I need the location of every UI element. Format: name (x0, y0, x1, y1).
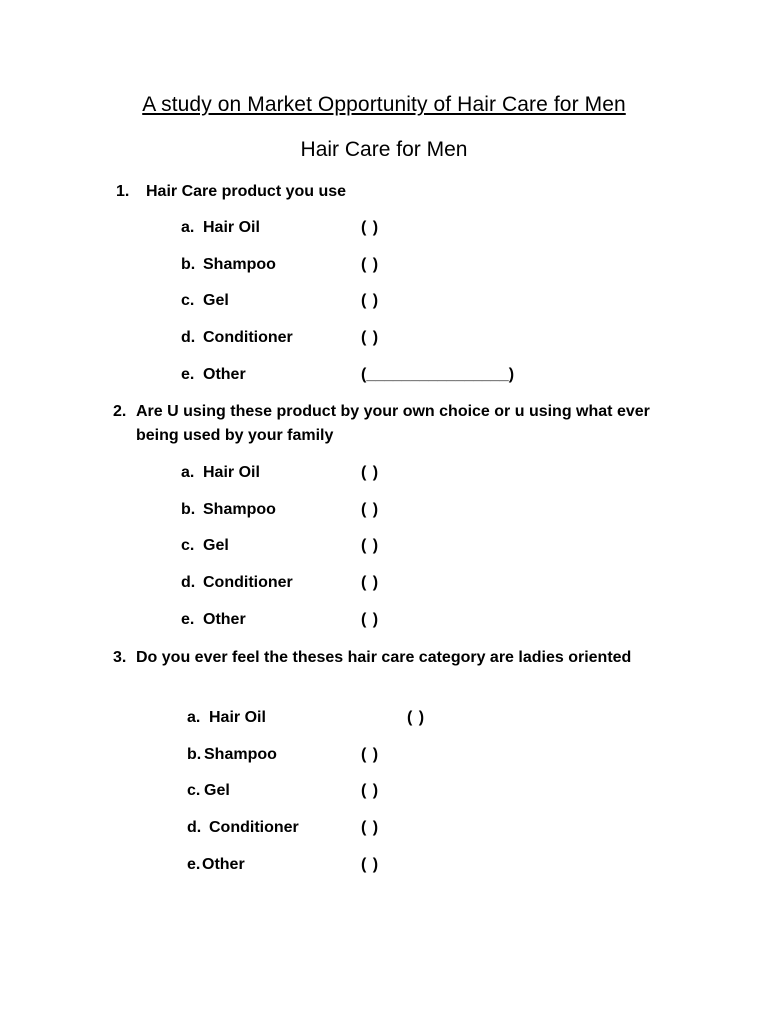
option-label: e. (181, 611, 195, 628)
answer-box[interactable]: ( ) (361, 819, 380, 836)
option-row (181, 500, 561, 520)
option-text: Gel (203, 537, 229, 554)
question-text: Are U using these product by your own choice or u using what ever being used by your family (136, 403, 650, 444)
question-text: Do you ever feel the theses hair care category are ladies oriented (136, 649, 632, 666)
answer-box[interactable]: ( ) (361, 464, 380, 481)
answer-box[interactable]: ( ) (361, 856, 380, 873)
question-number: 2. (113, 403, 127, 420)
option-text: Gel (204, 782, 230, 799)
option-label: b. (187, 746, 202, 763)
option-row (187, 708, 567, 728)
option-text: Hair Oil (203, 464, 260, 481)
answer-box[interactable]: ( ) (361, 501, 380, 518)
option-label: a. (181, 464, 195, 481)
question-2 (113, 400, 673, 448)
answer-box[interactable]: ( ) (361, 537, 380, 554)
option-text: Other (202, 856, 245, 873)
option-row (181, 610, 561, 630)
option-row (187, 855, 567, 875)
option-text: Shampoo (204, 746, 277, 763)
question-3 (113, 646, 673, 694)
option-row (181, 573, 561, 593)
option-row (181, 463, 561, 483)
option-row (181, 255, 561, 275)
option-row (181, 218, 561, 238)
document-subtitle: Hair Care for Men (300, 138, 468, 161)
question-number: 1. (116, 183, 130, 200)
answer-box[interactable]: ( ) (361, 611, 380, 628)
option-row (181, 536, 561, 556)
option-text: Conditioner (203, 329, 293, 346)
option-label: d. (181, 574, 196, 591)
option-text: Hair Oil (209, 709, 266, 726)
option-text: Gel (203, 292, 229, 309)
question-number: 3. (113, 649, 127, 666)
answer-box[interactable]: ( ) (361, 292, 380, 309)
option-row (181, 291, 561, 311)
option-label: e. (181, 366, 195, 383)
option-label: c. (181, 292, 195, 309)
option-text: Conditioner (203, 574, 293, 591)
option-text: Shampoo (203, 256, 276, 273)
option-label: c. (187, 782, 201, 799)
option-text: Conditioner (209, 819, 299, 836)
answer-box[interactable]: ( ) (361, 256, 380, 273)
document-title: A study on Market Opportunity of Hair Care for Men (142, 93, 626, 116)
option-row (187, 745, 567, 765)
option-row (187, 781, 567, 801)
answer-box[interactable]: ( ) (361, 329, 380, 346)
option-label: a. (181, 219, 195, 236)
option-text: Other (203, 366, 246, 383)
question-text: Hair Care product you use (146, 183, 347, 200)
answer-box[interactable]: ( ) (361, 746, 380, 763)
option-text: Other (203, 611, 246, 628)
answer-box[interactable]: ( ) (361, 574, 380, 591)
option-text: Shampoo (203, 501, 276, 518)
option-row (181, 328, 561, 348)
option-row (181, 365, 561, 385)
option-label: e. (187, 856, 201, 873)
option-label: d. (181, 329, 196, 346)
answer-box[interactable]: ( ) (407, 709, 426, 726)
option-row (187, 818, 567, 838)
option-label: c. (181, 537, 195, 554)
option-label: b. (181, 501, 196, 518)
question-1 (116, 180, 676, 204)
answer-box[interactable]: ( ) (361, 782, 380, 799)
option-label: d. (187, 819, 202, 836)
answer-box[interactable]: ( ) (361, 219, 380, 236)
option-label: b. (181, 256, 196, 273)
option-label: a. (187, 709, 201, 726)
answer-blank[interactable]: (________________) (361, 366, 515, 383)
option-text: Hair Oil (203, 219, 260, 236)
